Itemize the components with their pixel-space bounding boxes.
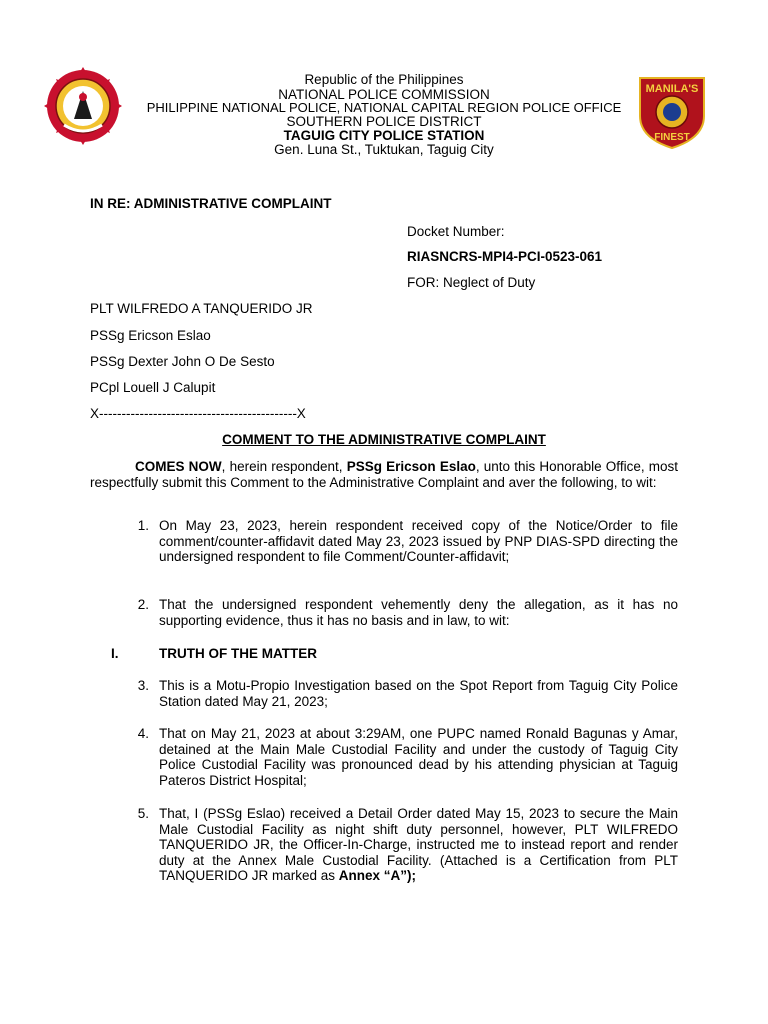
in-re-caption: IN RE: ADMINISTRATIVE COMPLAINT (90, 196, 332, 211)
respondent-name: PSSg Ericson Eslao (346, 459, 476, 474)
seal-bottom-text: FINEST (654, 132, 690, 143)
respondent-2: PSSg Ericson Eslao (90, 328, 211, 343)
paragraph-number: 2. (137, 597, 149, 612)
respondent-4: PCpl Louell J Calupit (90, 380, 216, 395)
offense-label: FOR: Neglect of Duty (407, 275, 536, 290)
manilas-finest-badge (634, 72, 710, 150)
header-republic: Republic of the Philippines (304, 72, 464, 87)
document-title: COMMENT TO THE ADMINISTRATIVE COMPLAINT (222, 432, 546, 447)
header-pnp-ncrpo: PHILIPPINE NATIONAL POLICE, NATIONAL CAPITAL REGION POLICE OFFICE (146, 100, 622, 115)
header-station: TAGUIG CITY POLICE STATION (283, 128, 485, 143)
paragraph-number: 1. (137, 518, 149, 533)
header-address: Gen. Luna St., Tuktukan, Taguig City (274, 142, 494, 157)
comes-now: COMES NOW (135, 459, 222, 474)
respondent-1: PLT WILFREDO A TANQUERIDO JR (90, 301, 313, 316)
paragraph-2: That the undersigned respondent vehemently deny the allegation, as it has no supporting evidence, thus it has no basis and in law, to wit: (159, 597, 678, 628)
paragraph-5-text: That, I (PSSg Eslao) received a Detail Order dated May 15, 2023 to secure the Main Male Custodial Facility as night shift duty personnel, however, PLT WILFREDO TANQUERIDO JR, the Officer-In-Charge, instructed me to instead report and render duty at the Annex Male Custodial Facility. (Attached is a Certification from PLT TANQUERIDO JR marked as (159, 806, 678, 883)
paragraph-number: 4. (137, 726, 149, 741)
paragraph-number: 3. (137, 678, 149, 693)
intro-text-2: , unto this Honorable Office, most respectfully submit this Comment to the Administrative Complaint and aver the following, to wit: (90, 459, 678, 490)
docket-label: Docket Number: (407, 224, 505, 239)
section-number: I. (111, 646, 119, 661)
intro-text-1: , herein respondent, (221, 459, 347, 474)
docket-number: RIASNCRS-MPI4-PCI-0523-061 (407, 249, 603, 264)
intro-paragraph (90, 459, 678, 490)
seal-top-text: MANILA'S (645, 83, 699, 95)
header-spd: SOUTHERN POLICE DISTRICT (286, 114, 482, 129)
section-title: TRUTH OF THE MATTER (159, 646, 317, 661)
respondent-3: PSSg Dexter John O De Sesto (90, 354, 275, 369)
header-napolcom: NATIONAL POLICE COMMISSION (278, 87, 490, 102)
paragraph-5 (159, 806, 678, 884)
pnp-seal-logo (44, 67, 122, 145)
paragraph-3: This is a Motu-Propio Investigation based on the Spot Report from Taguig City Police Station dated May 21, 2023; (159, 678, 678, 709)
annex-reference: Annex “A”); (338, 868, 417, 883)
caption-separator: X--------------------------------------------X (90, 406, 306, 421)
paragraph-4: That on May 21, 2023 at about 3:29AM, one PUPC named Ronald Bagunas y Amar, detained at the Main Male Custodial Facility and under the custody of Taguig City Police Custodial Facility was pronounced dead by his attending physician at Taguig Pateros District Hospital; (159, 726, 678, 788)
paragraph-1: On May 23, 2023, herein respondent received copy of the Notice/Order to file comment/counter-affidavit dated May 23, 2023 issued by PNP DIAS-SPD directing the undersigned respondent to file Comment/Counter-affidavit; (159, 518, 678, 564)
paragraph-number: 5. (137, 806, 149, 821)
